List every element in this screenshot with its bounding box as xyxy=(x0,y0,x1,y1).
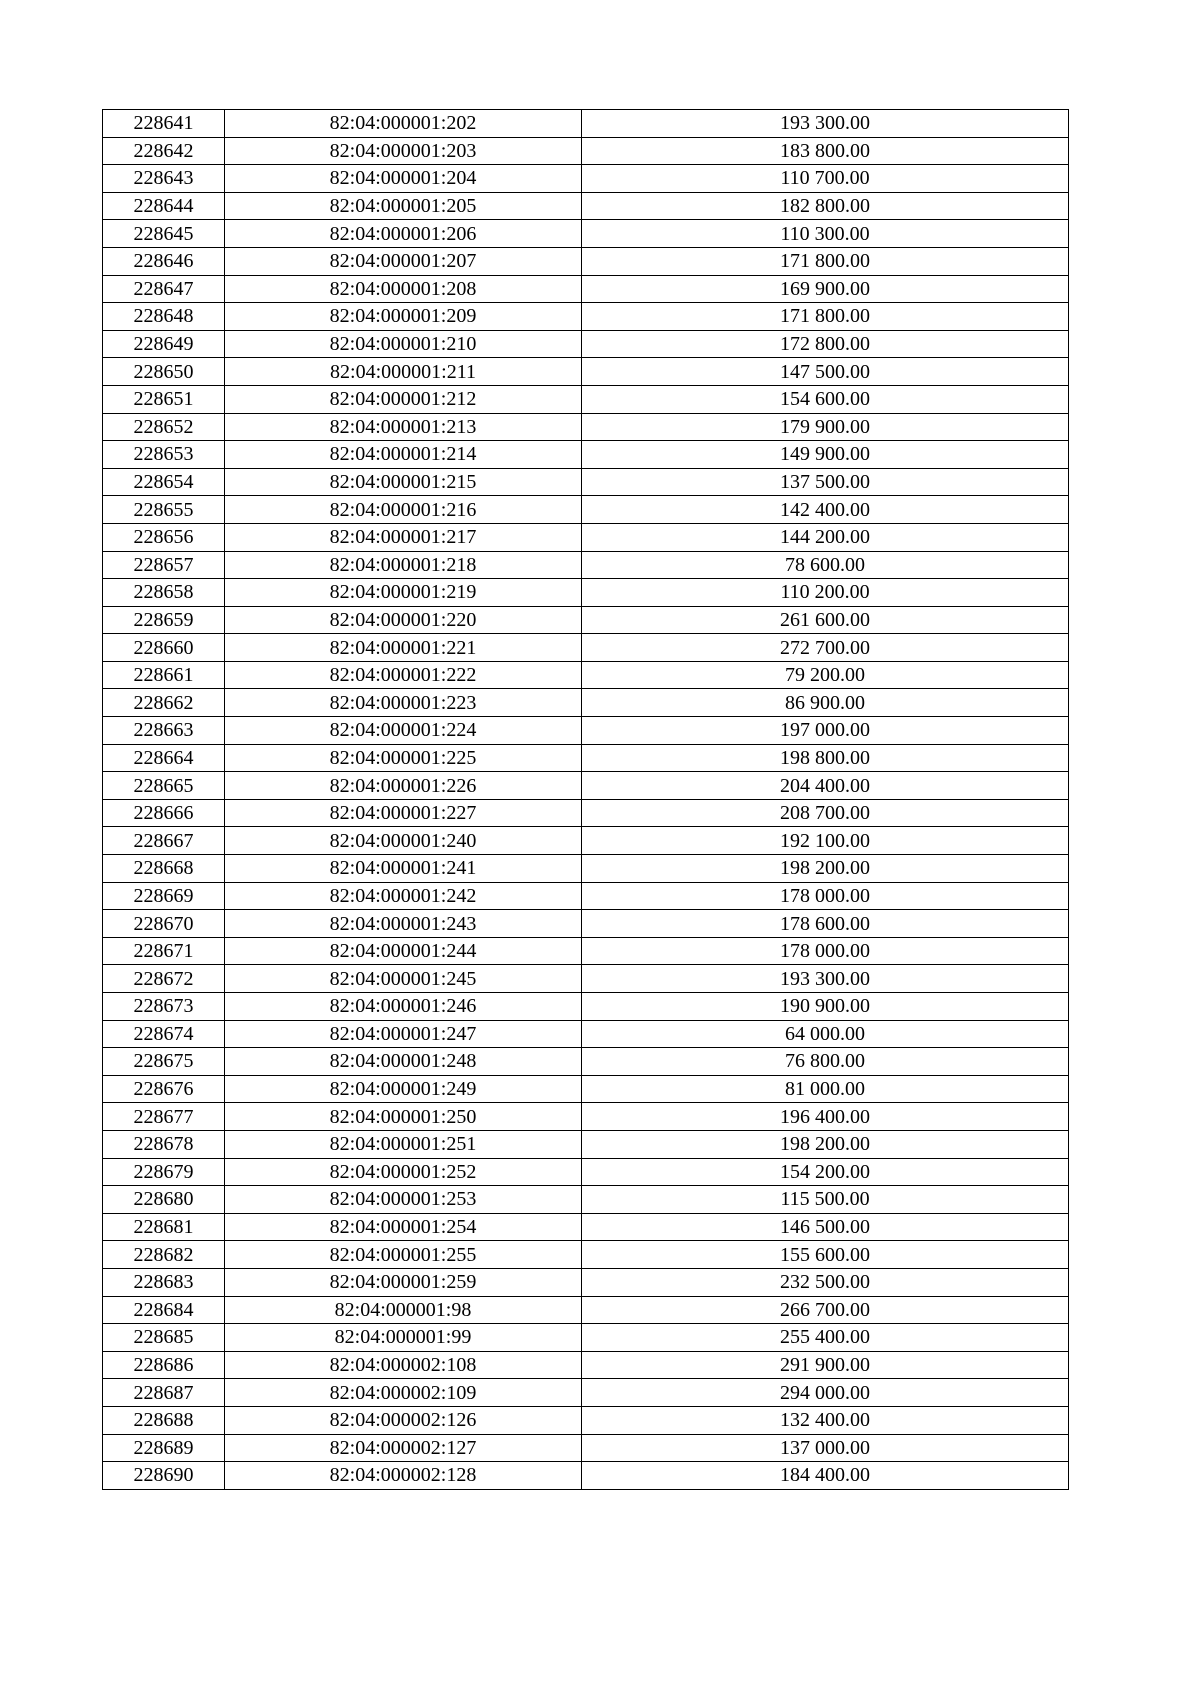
row-number-cell: 228656 xyxy=(103,523,225,551)
table-row xyxy=(103,385,1069,413)
cadastral-value-cell: 261 600.00 xyxy=(582,606,1069,634)
cadastral-value-cell: 183 800.00 xyxy=(582,137,1069,165)
table-row xyxy=(103,275,1069,303)
cadastral-number-cell: 82:04:000001:242 xyxy=(225,882,582,910)
cadastral-number-cell: 82:04:000001:99 xyxy=(225,1324,582,1352)
row-number-cell: 228650 xyxy=(103,358,225,386)
cadastral-value-cell: 193 300.00 xyxy=(582,110,1069,138)
cadastral-value-cell: 76 800.00 xyxy=(582,1048,1069,1076)
row-number-cell: 228673 xyxy=(103,993,225,1021)
row-number-cell: 228646 xyxy=(103,247,225,275)
cadastral-number-cell: 82:04:000001:202 xyxy=(225,110,582,138)
cadastral-value-cell: 198 800.00 xyxy=(582,744,1069,772)
cadastral-value-cell: 197 000.00 xyxy=(582,717,1069,745)
cadastral-number-cell: 82:04:000001:252 xyxy=(225,1158,582,1186)
cadastral-number-cell: 82:04:000001:225 xyxy=(225,744,582,772)
cadastral-number-cell: 82:04:000001:244 xyxy=(225,937,582,965)
row-number-cell: 228666 xyxy=(103,799,225,827)
cadastral-number-cell: 82:04:000001:240 xyxy=(225,827,582,855)
row-number-cell: 228648 xyxy=(103,303,225,331)
table-row xyxy=(103,1296,1069,1324)
table-row xyxy=(103,606,1069,634)
cadastral-value-cell: 142 400.00 xyxy=(582,496,1069,524)
cadastral-number-cell: 82:04:000001:259 xyxy=(225,1268,582,1296)
table-row xyxy=(103,1406,1069,1434)
cadastral-value-cell: 291 900.00 xyxy=(582,1351,1069,1379)
cadastral-number-cell: 82:04:000001:208 xyxy=(225,275,582,303)
cadastral-number-cell: 82:04:000001:248 xyxy=(225,1048,582,1076)
cadastral-number-cell: 82:04:000001:220 xyxy=(225,606,582,634)
cadastral-number-cell: 82:04:000001:216 xyxy=(225,496,582,524)
cadastral-value-cell: 132 400.00 xyxy=(582,1406,1069,1434)
row-number-cell: 228683 xyxy=(103,1268,225,1296)
row-number-cell: 228647 xyxy=(103,275,225,303)
cadastral-number-cell: 82:04:000001:243 xyxy=(225,910,582,938)
cadastral-number-cell: 82:04:000001:251 xyxy=(225,1130,582,1158)
table-row xyxy=(103,717,1069,745)
cadastral-number-cell: 82:04:000001:214 xyxy=(225,441,582,469)
row-number-cell: 228653 xyxy=(103,441,225,469)
cadastral-value-cell: 171 800.00 xyxy=(582,303,1069,331)
table-row xyxy=(103,330,1069,358)
row-number-cell: 228660 xyxy=(103,634,225,662)
table-row xyxy=(103,1434,1069,1462)
cadastral-number-cell: 82:04:000001:213 xyxy=(225,413,582,441)
row-number-cell: 228643 xyxy=(103,165,225,193)
cadastral-number-cell: 82:04:000002:109 xyxy=(225,1379,582,1407)
table-row xyxy=(103,579,1069,607)
row-number-cell: 228642 xyxy=(103,137,225,165)
table-row xyxy=(103,1213,1069,1241)
table-row xyxy=(103,1186,1069,1214)
cadastral-number-cell: 82:04:000001:207 xyxy=(225,247,582,275)
cadastral-value-cell: 198 200.00 xyxy=(582,1130,1069,1158)
table-row xyxy=(103,937,1069,965)
row-number-cell: 228680 xyxy=(103,1186,225,1214)
cadastral-number-cell: 82:04:000001:203 xyxy=(225,137,582,165)
cadastral-number-cell: 82:04:000002:127 xyxy=(225,1434,582,1462)
cadastral-value-cell: 232 500.00 xyxy=(582,1268,1069,1296)
cadastral-number-cell: 82:04:000001:219 xyxy=(225,579,582,607)
cadastral-number-cell: 82:04:000001:206 xyxy=(225,220,582,248)
cadastral-number-cell: 82:04:000001:227 xyxy=(225,799,582,827)
cadastral-value-cell: 193 300.00 xyxy=(582,965,1069,993)
row-number-cell: 228665 xyxy=(103,772,225,800)
table-row xyxy=(103,799,1069,827)
cadastral-number-cell: 82:04:000001:224 xyxy=(225,717,582,745)
row-number-cell: 228672 xyxy=(103,965,225,993)
cadastral-number-cell: 82:04:000001:223 xyxy=(225,689,582,717)
table-row xyxy=(103,1268,1069,1296)
row-number-cell: 228670 xyxy=(103,910,225,938)
cadastral-value-cell: 169 900.00 xyxy=(582,275,1069,303)
table-row xyxy=(103,441,1069,469)
row-number-cell: 228663 xyxy=(103,717,225,745)
cadastral-number-cell: 82:04:000001:204 xyxy=(225,165,582,193)
table-row xyxy=(103,110,1069,138)
table-row xyxy=(103,551,1069,579)
row-number-cell: 228658 xyxy=(103,579,225,607)
cadastral-number-cell: 82:04:000001:98 xyxy=(225,1296,582,1324)
row-number-cell: 228645 xyxy=(103,220,225,248)
cadastral-value-cell: 110 200.00 xyxy=(582,579,1069,607)
table-row xyxy=(103,993,1069,1021)
row-number-cell: 228689 xyxy=(103,1434,225,1462)
table-body xyxy=(103,110,1069,1490)
row-number-cell: 228675 xyxy=(103,1048,225,1076)
table-row xyxy=(103,413,1069,441)
cadastral-value-cell: 192 100.00 xyxy=(582,827,1069,855)
cadastral-value-cell: 266 700.00 xyxy=(582,1296,1069,1324)
cadastral-number-cell: 82:04:000001:245 xyxy=(225,965,582,993)
cadastral-value-cell: 110 700.00 xyxy=(582,165,1069,193)
cadastral-value-cell: 196 400.00 xyxy=(582,1103,1069,1131)
cadastral-value-cell: 155 600.00 xyxy=(582,1241,1069,1269)
cadastral-value-cell: 64 000.00 xyxy=(582,1020,1069,1048)
cadastral-number-cell: 82:04:000001:217 xyxy=(225,523,582,551)
cadastral-number-cell: 82:04:000002:126 xyxy=(225,1406,582,1434)
row-number-cell: 228676 xyxy=(103,1075,225,1103)
table-row xyxy=(103,1351,1069,1379)
cadastral-value-cell: 204 400.00 xyxy=(582,772,1069,800)
cadastral-value-cell: 294 000.00 xyxy=(582,1379,1069,1407)
cadastral-number-cell: 82:04:000001:215 xyxy=(225,468,582,496)
row-number-cell: 228682 xyxy=(103,1241,225,1269)
row-number-cell: 228659 xyxy=(103,606,225,634)
row-number-cell: 228654 xyxy=(103,468,225,496)
cadastral-value-cell: 79 200.00 xyxy=(582,661,1069,689)
cadastral-value-cell: 154 200.00 xyxy=(582,1158,1069,1186)
cadastral-number-cell: 82:04:000001:247 xyxy=(225,1020,582,1048)
cadastral-number-cell: 82:04:000001:255 xyxy=(225,1241,582,1269)
cadastral-value-cell: 272 700.00 xyxy=(582,634,1069,662)
row-number-cell: 228668 xyxy=(103,855,225,883)
cadastral-number-cell: 82:04:000001:210 xyxy=(225,330,582,358)
table-row xyxy=(103,468,1069,496)
cadastral-number-cell: 82:04:000001:211 xyxy=(225,358,582,386)
cadastral-number-cell: 82:04:000001:253 xyxy=(225,1186,582,1214)
table-row xyxy=(103,523,1069,551)
cadastral-value-cell: 137 000.00 xyxy=(582,1434,1069,1462)
cadastral-value-cell: 208 700.00 xyxy=(582,799,1069,827)
table-row xyxy=(103,137,1069,165)
cadastral-number-cell: 82:04:000001:209 xyxy=(225,303,582,331)
row-number-cell: 228684 xyxy=(103,1296,225,1324)
table-row xyxy=(103,1020,1069,1048)
cadastral-value-cell: 182 800.00 xyxy=(582,192,1069,220)
cadastral-number-cell: 82:04:000001:250 xyxy=(225,1103,582,1131)
table-row xyxy=(103,965,1069,993)
row-number-cell: 228662 xyxy=(103,689,225,717)
cadastral-number-cell: 82:04:000001:221 xyxy=(225,634,582,662)
cadastral-value-cell: 86 900.00 xyxy=(582,689,1069,717)
cadastral-value-table xyxy=(102,109,1069,1490)
cadastral-number-cell: 82:04:000001:218 xyxy=(225,551,582,579)
cadastral-value-cell: 184 400.00 xyxy=(582,1462,1069,1490)
cadastral-value-cell: 255 400.00 xyxy=(582,1324,1069,1352)
table-row xyxy=(103,1324,1069,1352)
table-row xyxy=(103,882,1069,910)
row-number-cell: 228677 xyxy=(103,1103,225,1131)
row-number-cell: 228657 xyxy=(103,551,225,579)
cadastral-value-cell: 178 600.00 xyxy=(582,910,1069,938)
cadastral-value-cell: 149 900.00 xyxy=(582,441,1069,469)
cadastral-value-cell: 178 000.00 xyxy=(582,937,1069,965)
cadastral-number-cell: 82:04:000002:128 xyxy=(225,1462,582,1490)
cadastral-value-cell: 198 200.00 xyxy=(582,855,1069,883)
table-row xyxy=(103,1241,1069,1269)
cadastral-value-cell: 137 500.00 xyxy=(582,468,1069,496)
row-number-cell: 228661 xyxy=(103,661,225,689)
row-number-cell: 228651 xyxy=(103,385,225,413)
row-number-cell: 228641 xyxy=(103,110,225,138)
cadastral-value-cell: 171 800.00 xyxy=(582,247,1069,275)
cadastral-value-cell: 179 900.00 xyxy=(582,413,1069,441)
row-number-cell: 228649 xyxy=(103,330,225,358)
cadastral-number-cell: 82:04:000001:222 xyxy=(225,661,582,689)
table-row xyxy=(103,1158,1069,1186)
cadastral-number-cell: 82:04:000001:246 xyxy=(225,993,582,1021)
row-number-cell: 228655 xyxy=(103,496,225,524)
row-number-cell: 228686 xyxy=(103,1351,225,1379)
table-row xyxy=(103,689,1069,717)
table-row xyxy=(103,1379,1069,1407)
table-row xyxy=(103,1075,1069,1103)
row-number-cell: 228671 xyxy=(103,937,225,965)
table-row xyxy=(103,303,1069,331)
row-number-cell: 228685 xyxy=(103,1324,225,1352)
cadastral-value-cell: 144 200.00 xyxy=(582,523,1069,551)
row-number-cell: 228664 xyxy=(103,744,225,772)
row-number-cell: 228681 xyxy=(103,1213,225,1241)
cadastral-number-cell: 82:04:000001:212 xyxy=(225,385,582,413)
cadastral-number-cell: 82:04:000001:254 xyxy=(225,1213,582,1241)
cadastral-value-cell: 81 000.00 xyxy=(582,1075,1069,1103)
row-number-cell: 228690 xyxy=(103,1462,225,1490)
table-row xyxy=(103,220,1069,248)
table-row xyxy=(103,165,1069,193)
cadastral-value-cell: 115 500.00 xyxy=(582,1186,1069,1214)
cadastral-number-cell: 82:04:000001:249 xyxy=(225,1075,582,1103)
table-row xyxy=(103,744,1069,772)
cadastral-value-cell: 190 900.00 xyxy=(582,993,1069,1021)
cadastral-number-cell: 82:04:000001:241 xyxy=(225,855,582,883)
row-number-cell: 228669 xyxy=(103,882,225,910)
table-row xyxy=(103,661,1069,689)
cadastral-value-cell: 110 300.00 xyxy=(582,220,1069,248)
cadastral-number-cell: 82:04:000002:108 xyxy=(225,1351,582,1379)
cadastral-value-cell: 172 800.00 xyxy=(582,330,1069,358)
table-row xyxy=(103,910,1069,938)
cadastral-number-cell: 82:04:000001:226 xyxy=(225,772,582,800)
table-row xyxy=(103,772,1069,800)
row-number-cell: 228644 xyxy=(103,192,225,220)
table-row xyxy=(103,192,1069,220)
table-row xyxy=(103,1130,1069,1158)
table-row xyxy=(103,1103,1069,1131)
cadastral-value-cell: 78 600.00 xyxy=(582,551,1069,579)
table-row xyxy=(103,358,1069,386)
row-number-cell: 228679 xyxy=(103,1158,225,1186)
table-row xyxy=(103,1462,1069,1490)
row-number-cell: 228674 xyxy=(103,1020,225,1048)
row-number-cell: 228652 xyxy=(103,413,225,441)
table-row xyxy=(103,827,1069,855)
table-row xyxy=(103,496,1069,524)
cadastral-number-cell: 82:04:000001:205 xyxy=(225,192,582,220)
table-row xyxy=(103,855,1069,883)
cadastral-value-cell: 146 500.00 xyxy=(582,1213,1069,1241)
table-row xyxy=(103,634,1069,662)
table-row xyxy=(103,1048,1069,1076)
row-number-cell: 228687 xyxy=(103,1379,225,1407)
cadastral-value-cell: 154 600.00 xyxy=(582,385,1069,413)
row-number-cell: 228688 xyxy=(103,1406,225,1434)
row-number-cell: 228678 xyxy=(103,1130,225,1158)
cadastral-value-cell: 178 000.00 xyxy=(582,882,1069,910)
table-row xyxy=(103,247,1069,275)
cadastral-value-cell: 147 500.00 xyxy=(582,358,1069,386)
row-number-cell: 228667 xyxy=(103,827,225,855)
